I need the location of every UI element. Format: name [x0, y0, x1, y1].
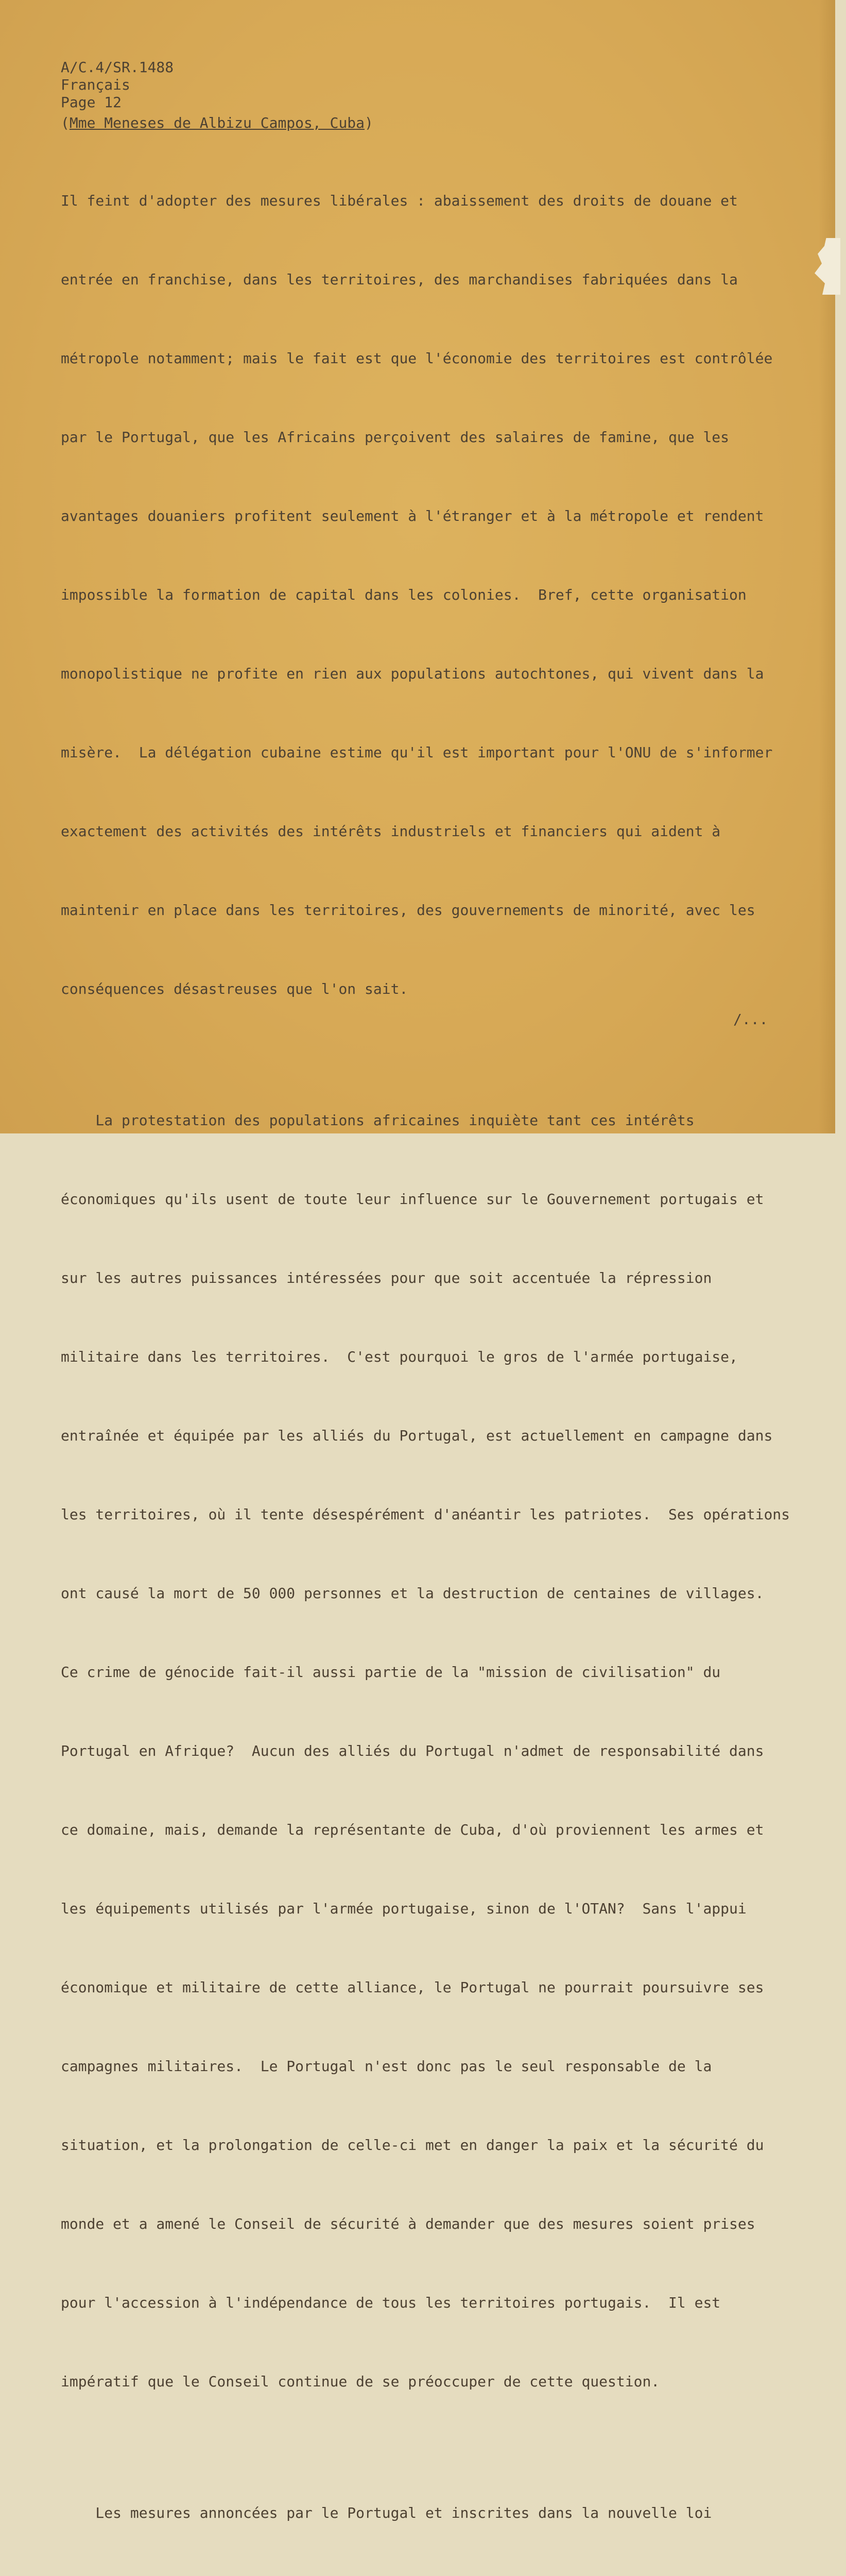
text-line: économiques qu'ils usent de toute leur influence sur le Gouvernement portugais et [61, 1191, 764, 1208]
text-line: exactement des activités des intérêts industriels et financiers qui aident à [61, 823, 721, 840]
text-line: entraînée et équipée par les alliés du Portugal, est actuellement en campagne dans [61, 1427, 773, 1444]
text-line: économique et militaire de cette alliance, le Portugal ne pourrait poursuivre ses [61, 1979, 764, 1996]
text-line: pour l'accession à l'indépendance de tous les territoires portugais. Il est [61, 2294, 721, 2311]
document-body [61, 59, 790, 2576]
text-line: impératif que le Conseil continue de se préoccuper de cette question. [61, 2373, 660, 2390]
document-language: Français [61, 76, 130, 93]
text-line: conséquences désastreuses que l'on sait. [61, 980, 408, 997]
text-line: ce domaine, mais, demande la représentante de Cuba, d'où proviennent les armes et [61, 1821, 764, 1838]
text-line: Portugal en Afrique? Aucun des alliés du Portugal n'admet de responsabilité dans [61, 1742, 764, 1759]
text-line: les territoires, où il tente désespérément d'anéantir les patriotes. Ses opérations [61, 1506, 790, 1523]
page-number: Page 12 [61, 94, 122, 111]
text-line: maintenir en place dans les territoires, des gouvernements de minorité, avec les [61, 902, 755, 919]
paragraph-1 [61, 135, 782, 1055]
text-line: Ce crime de génocide fait-il aussi partie de la "mission de civilisation" du [61, 1664, 721, 1681]
text-line: métropole notamment; mais le fait est que l'économie des territoires est contrôlée [61, 350, 773, 367]
text-line: La protestation des populations africaines inquiète tant ces intérêts [61, 1112, 695, 1129]
text-line: situation, et la prolongation de celle-ci met en danger la paix et la sécurité du [61, 2137, 764, 2154]
speaker-name: Mme Meneses de Albizu Campos, Cuba [69, 114, 365, 131]
text-line: monopolistique ne profite en rien aux populations autochtones, qui vivent dans la [61, 665, 764, 682]
text-line: campagnes militaires. Le Portugal n'est donc pas le seul responsable de la [61, 2058, 712, 2075]
text-line: Les mesures annoncées par le Portugal et inscrites dans la nouvelle loi [61, 2504, 712, 2521]
text-line: entrée en franchise, dans les territoires, des marchandises fabriquées dans la [61, 271, 738, 288]
sheet-edge-shadow [819, 0, 835, 1133]
speaker-line: (Mme Meneses de Albizu Campos, Cuba) [61, 114, 373, 131]
text-line: sur les autres puissances intéressées pour que soit accentuée la répression [61, 1269, 712, 1286]
text-line: les équipements utilisés par l'armée portugaise, sinon de l'OTAN? Sans l'appui [61, 1900, 747, 1917]
text-line: militaire dans les territoires. C'est pourquoi le gros de l'armée portugaise, [61, 1348, 738, 1365]
document-symbol: A/C.4/SR.1488 [61, 59, 174, 76]
continuation-mark: /... [733, 1011, 768, 1028]
paragraph-3 [61, 2447, 782, 2576]
text-line: Il feint d'adopter des mesures libérales : abaissement des droits de douane et [61, 192, 738, 209]
text-line: ont causé la mort de 50 000 personnes et la destruction de centaines de villages. [61, 1585, 764, 1602]
text-line: impossible la formation de capital dans les colonies. Bref, cette organisation [61, 586, 747, 603]
text-line: avantages douaniers profitent seulement à l'étranger et à la métropole et rendent [61, 507, 764, 524]
text-line: monde et a amené le Conseil de sécurité à demander que des mesures soient prises [61, 2215, 755, 2232]
text-line: misère. La délégation cubaine estime qu'il est important pour l'ONU de s'informer [61, 744, 773, 761]
text-line: par le Portugal, que les Africains perçoivent des salaires de famine, que les [61, 429, 730, 446]
paragraph-2 [61, 1055, 790, 2447]
